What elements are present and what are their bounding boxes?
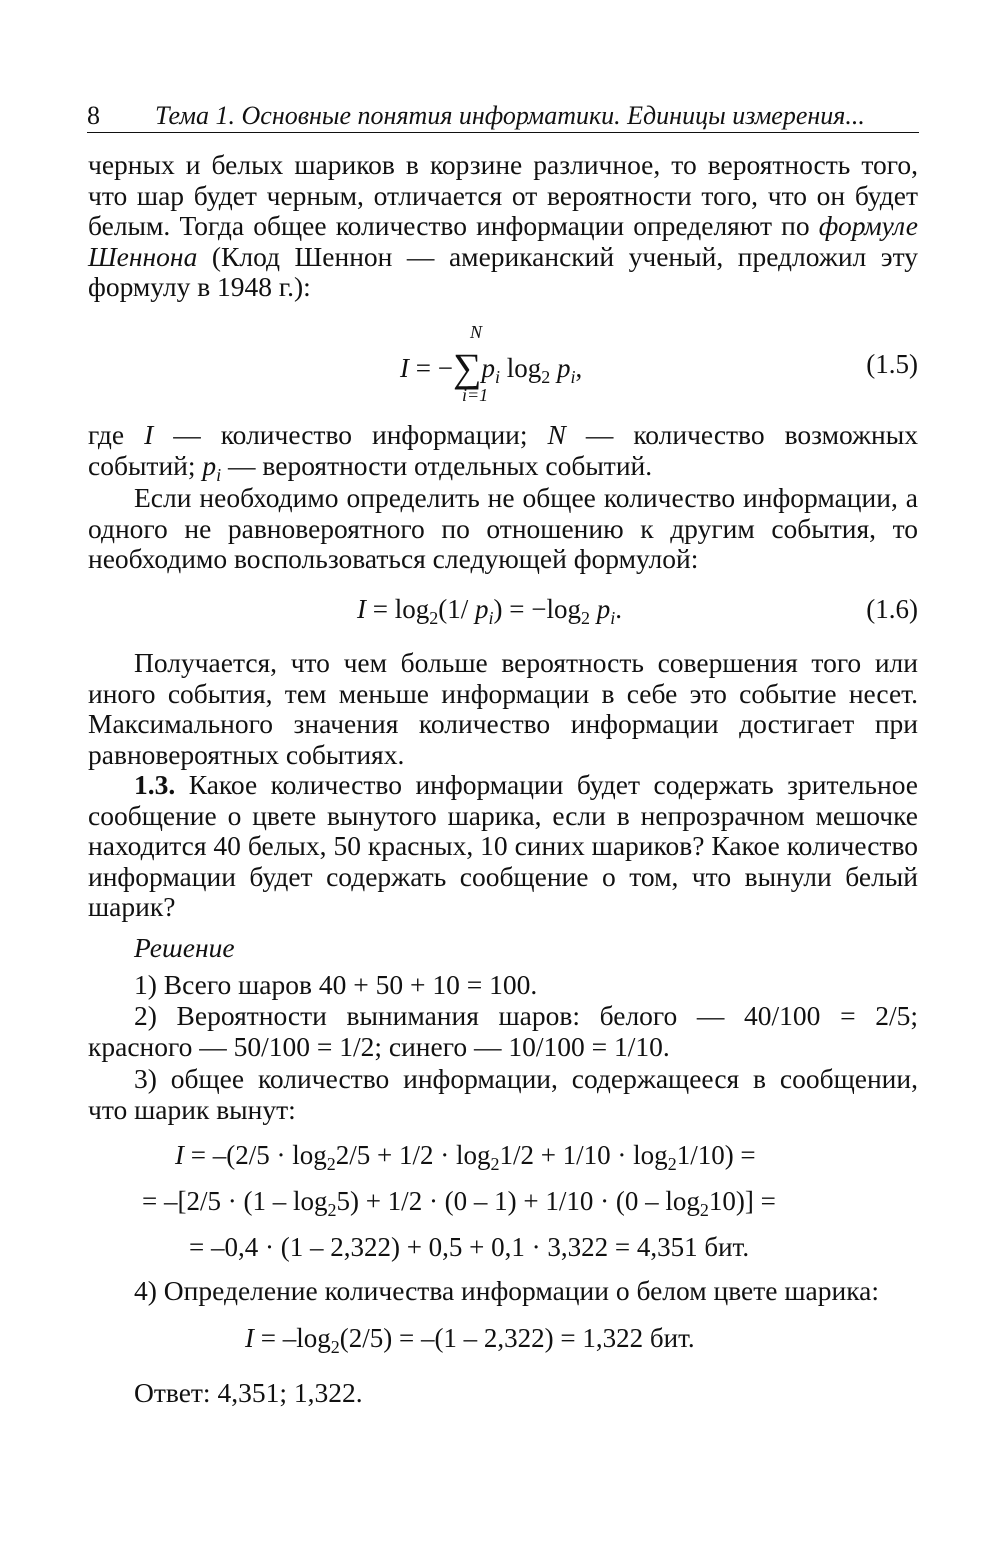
text: — количество возможных событий; [88, 419, 919, 481]
sum-upper-limit: N [470, 322, 483, 342]
emphasis-shannon-formula: формуле Шеннона [88, 210, 918, 272]
calculation-line-2 [142, 1186, 776, 1225]
sub-i: i [494, 367, 500, 387]
var-N: N [547, 419, 566, 450]
running-header [87, 100, 919, 133]
text: = –log [254, 1323, 331, 1353]
var-I: I [357, 594, 366, 624]
sub-2: 2 [580, 608, 590, 628]
calculation-line-3: = –0,4 · (1 – 2,322) + 0,5 + 0,1 · 3,322 = 4,351 бит. [189, 1232, 750, 1262]
solution-step-1: 1) Всего шаров 40 + 50 + 10 = 100. [134, 969, 538, 1000]
sub-2: 2 [667, 1154, 677, 1174]
page-number: 8 [87, 101, 100, 130]
paragraph-shannon-intro [88, 150, 918, 303]
sigma-symbol: ∑ [452, 345, 482, 390]
formula-body [400, 345, 583, 392]
sub-i: i [488, 608, 494, 628]
sub-2: 2 [330, 1337, 340, 1357]
task-1-3 [88, 770, 918, 923]
text: = –(2/5 · log [184, 1140, 327, 1170]
text: 1/10) = [676, 1140, 756, 1170]
task-text: Какое количество информации будет содержать зрительное сообщение о цвете вынутого шарика, если в непрозрачном мешочке находится 40 белых, 50 красных, 10 синих шариков? Какое количество информации будет содержать сообщение о том, что вынули белый шарик? [88, 769, 918, 922]
task-number: 1.3. [134, 769, 176, 800]
sub-2: 2 [326, 1154, 336, 1174]
formula-body [357, 594, 622, 633]
var-p: p [202, 449, 217, 481]
text: , [575, 353, 583, 383]
sub-2: 2 [429, 608, 439, 628]
var-p: p [481, 353, 495, 383]
formula-number: (1.6) [866, 594, 918, 624]
solution-step-2: 2) Вероятности вынимания шаров: белого — 40/100 = 2/5; красного — 50/100 = 1/2; синего — 10/100 = 1/10. [88, 1000, 918, 1062]
sub-i: i [570, 367, 576, 387]
text: ) = −log [493, 594, 581, 624]
paragraph-conclusion: Получается, что чем больше вероятность совершения того или иного события, тем меньше информации в себе это событие несет. Максимального значения количество информации достигает при равновероятных событиях. [88, 647, 918, 770]
solution-step-4: 4) Определение количества информации о белом цвете шарика: [134, 1275, 879, 1306]
text: 5) + 1/2 · (0 – 1) + 1/10 · (0 – log [336, 1186, 700, 1216]
answer: Ответ: 4,351; 1,322. [134, 1377, 363, 1408]
chapter-title: Тема 1. Основные понятия информатики. Единицы измерения... [155, 101, 865, 130]
var-I: I [400, 353, 409, 383]
sub-i: i [216, 464, 222, 485]
sub-2: 2 [699, 1200, 709, 1220]
var-I: I [144, 419, 154, 450]
calculation-line-1 [175, 1140, 756, 1179]
sub-2: 2 [327, 1200, 337, 1220]
text: где [88, 419, 145, 450]
text: log [500, 353, 542, 383]
text: 2/5 + 1/2 · log [335, 1140, 491, 1170]
text: 1/2 + 1/10 · log [499, 1140, 668, 1170]
text: — количество информации; [153, 419, 548, 450]
text: (1/ [438, 594, 475, 624]
calculation-line-4 [245, 1323, 695, 1362]
sum-lower-limit: i=1 [462, 385, 489, 405]
formula-number: (1.5) [866, 349, 918, 379]
text: черных и белых шариков в корзине различное, то вероятность того, что шар будет черным, отличается от вероятности того, что он будет белым. Тогда общее количество информации определяют по [88, 149, 918, 241]
text: (2/5) = –(1 – 2,322) = 1,322 бит. [339, 1323, 695, 1353]
solution-step-3: 3) общее количество информации, содержащееся в сообщении, что шарик вынут: [88, 1063, 918, 1125]
solution-label: Решение [134, 932, 235, 963]
text: . [615, 594, 622, 624]
text: = –[2/5 · (1 – log [142, 1186, 328, 1216]
sub-i: i [610, 608, 616, 628]
var-I: I [175, 1140, 184, 1170]
paragraph-definitions [88, 420, 918, 490]
text: — вероятности отдельных событий. [221, 449, 653, 481]
text: 10)] = [708, 1186, 776, 1216]
var-I: I [245, 1323, 254, 1353]
text: (Клод Шеннон — американский ученый, предложил эту формулу в 1948 г.): [88, 240, 918, 302]
text: = log [366, 594, 430, 624]
var-p: p [550, 353, 571, 383]
text: = − [409, 353, 453, 383]
var-p: p [589, 594, 611, 624]
sub-2: 2 [490, 1154, 500, 1174]
sub-2: 2 [541, 367, 551, 387]
paragraph-single-event: Если необходимо определить не общее количество информации, а одного не равновероятного по отношению к другим события, то необходимо воспользоваться следующей формулой: [88, 482, 918, 574]
var-p: p [474, 594, 489, 624]
